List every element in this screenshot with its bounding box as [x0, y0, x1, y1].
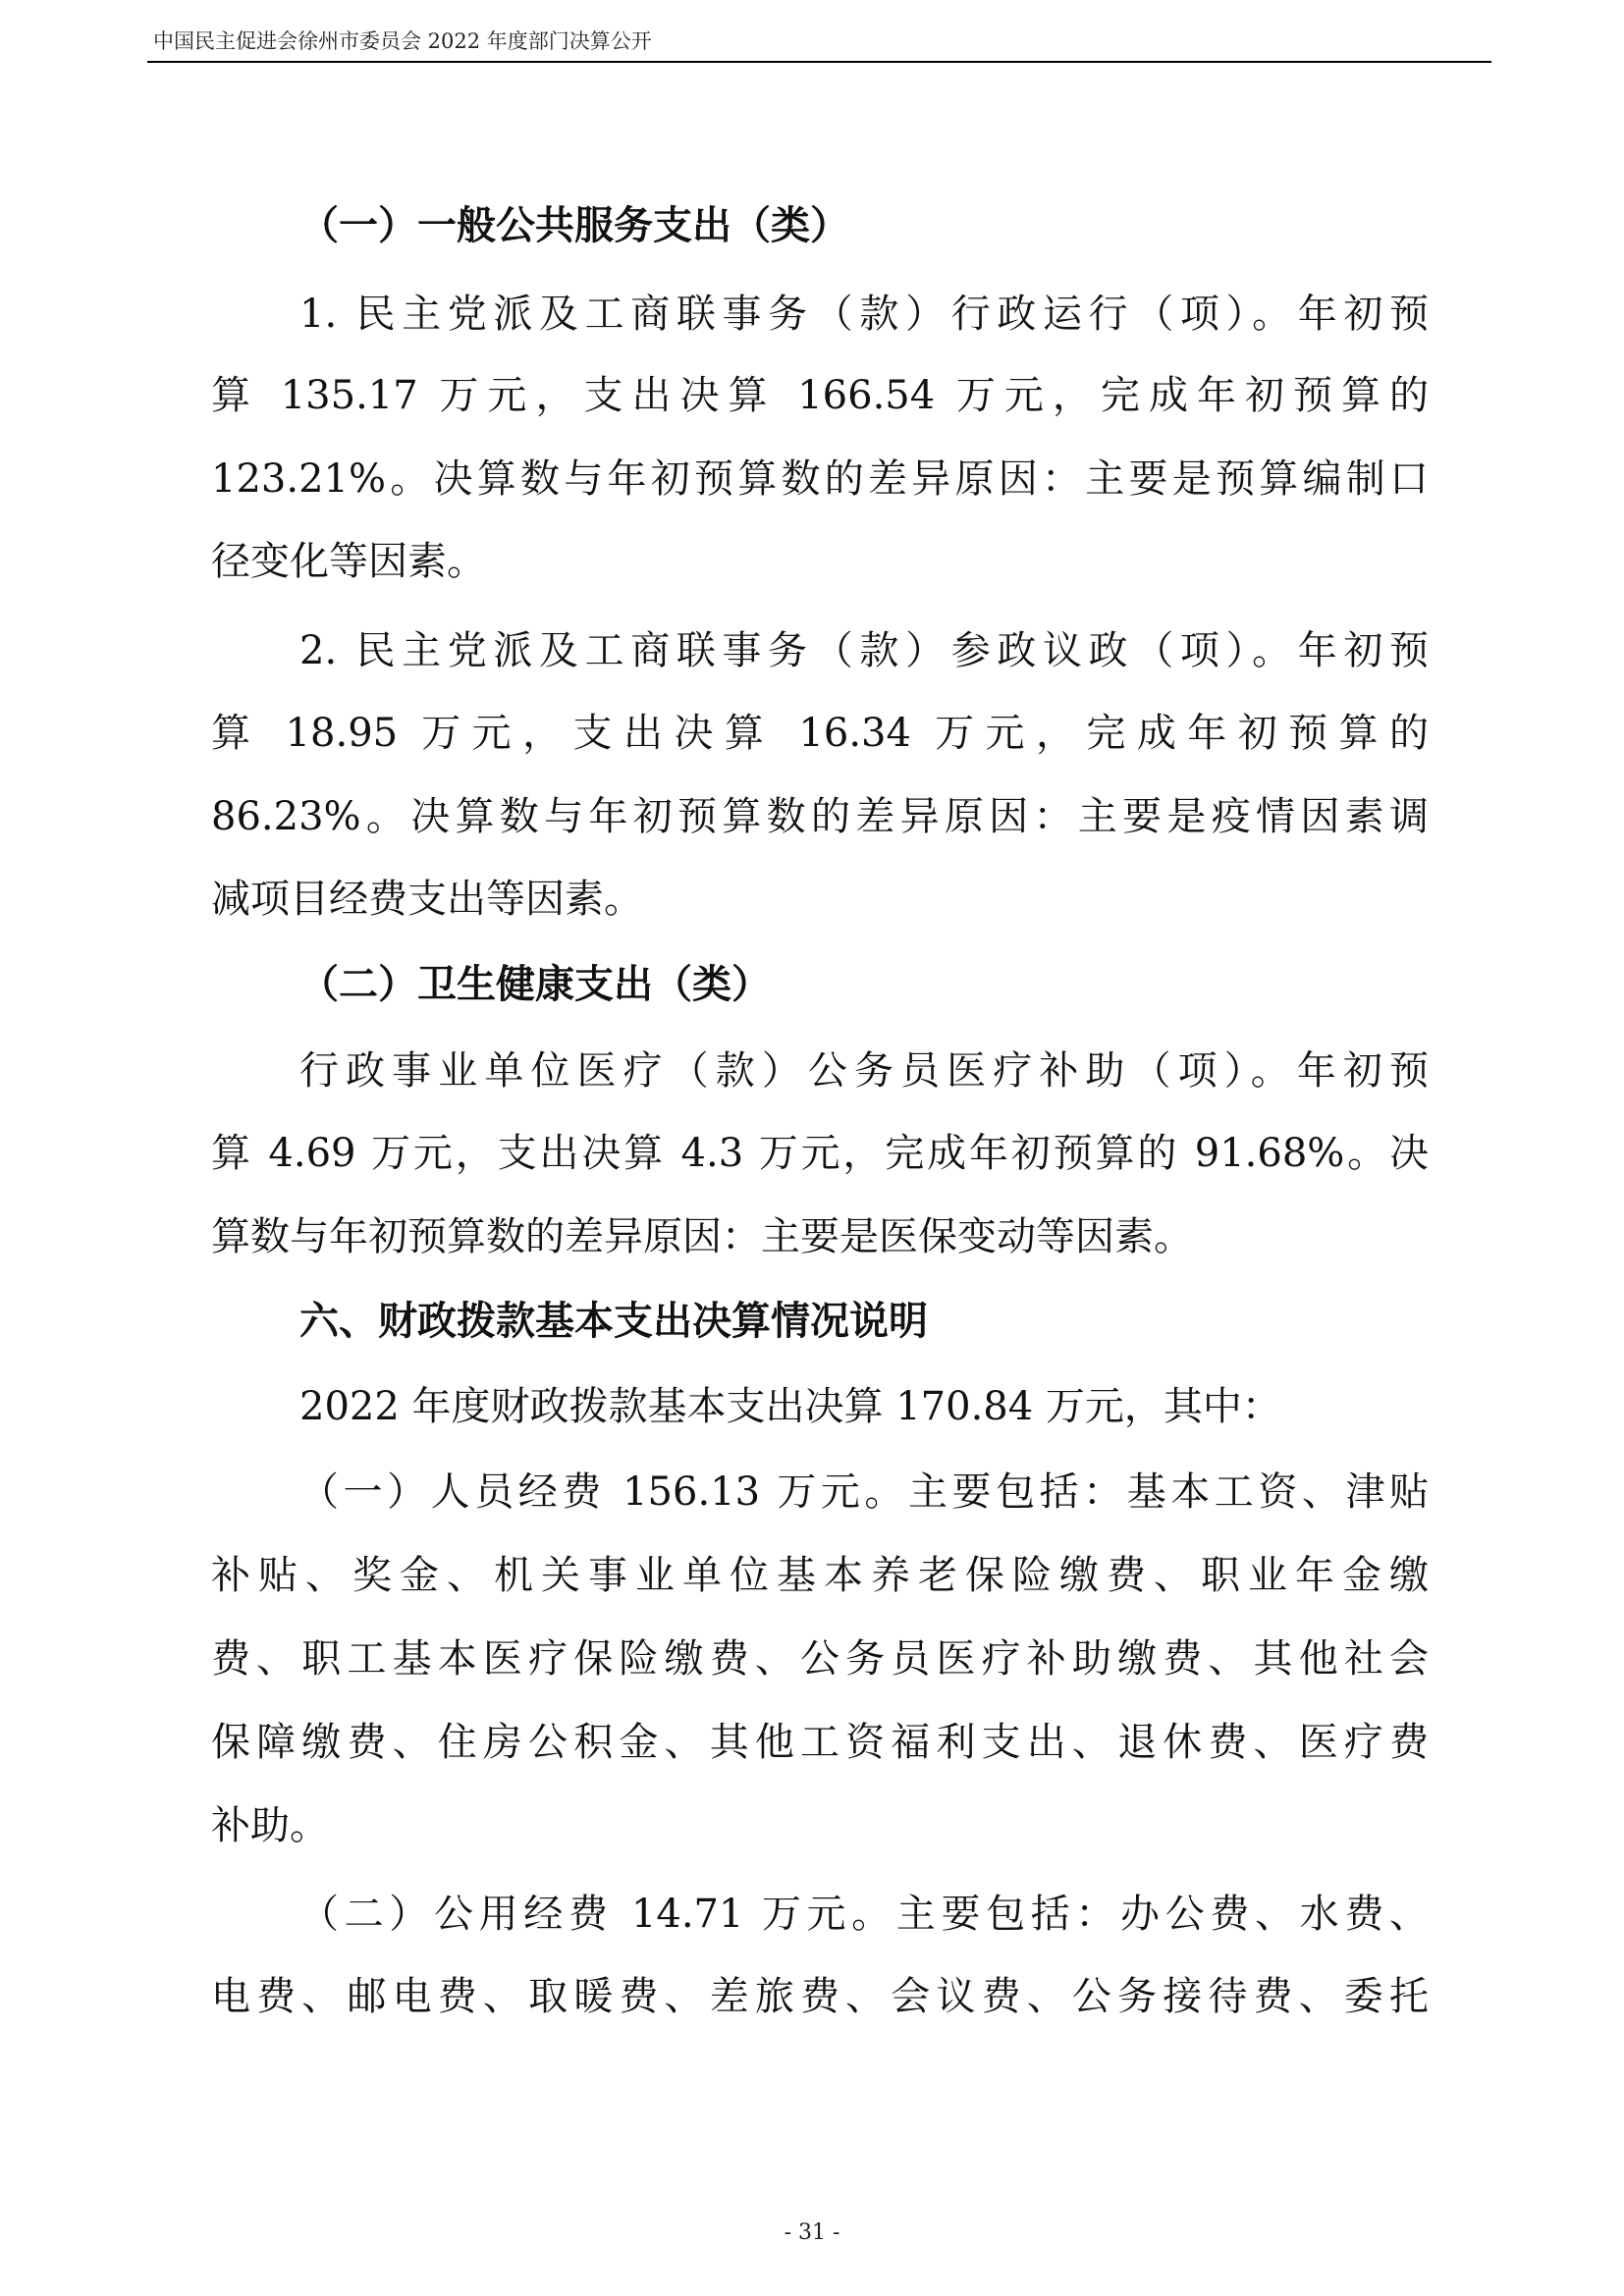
- paragraph-line-personnel-expenses: （一）人员经费 156.13 万元。主要包括：基本工资、津贴: [299, 1469, 1429, 1515]
- paragraph-line: 1. 民主党派及工商联事务（款）行政运行（项）。年初预: [299, 292, 1429, 337]
- paragraph-line: 行政事业单位医疗（款）公务员医疗补助（项）。年初预: [299, 1048, 1429, 1094]
- paragraph-line: 123.21%。决算数与年初预算数的差异原因：主要是预算编制口: [211, 456, 1429, 502]
- paragraph-line: 保障缴费、住房公积金、其他工资福利支出、退休费、医疗费: [211, 1720, 1429, 1765]
- paragraph-line: 径变化等因素。: [211, 539, 486, 584]
- section-heading-health-expenditure: （二）卫生健康支出（类）: [299, 962, 771, 1007]
- section-heading-general-public-services: （一）一般公共服务支出（类）: [299, 203, 849, 248]
- paragraph-line: 补贴、奖金、机关事业单位基本养老保险缴费、职业年金缴: [211, 1553, 1429, 1598]
- paragraph-line: 算数与年初预算数的差异原因：主要是医保变动等因素。: [211, 1214, 1193, 1259]
- page-number: - 31 -: [784, 2220, 840, 2245]
- paragraph-line: 2. 民主党派及工商联事务（款）参政议政（项）。年初预: [299, 628, 1429, 673]
- paragraph-line: 算 4.69 万元，支出决算 4.3 万元，完成年初预算的 91.68%。决: [211, 1131, 1429, 1176]
- paragraph-line: 费、职工基本医疗保险缴费、公务员医疗补助缴费、其他社会: [211, 1636, 1429, 1682]
- section-heading-basic-expenditure: 六、财政拨款基本支出决算情况说明: [299, 1299, 928, 1344]
- page-header: [147, 27, 1491, 63]
- paragraph-line: 补助。: [211, 1803, 329, 1848]
- paragraph-line-public-expenses: （二）公用经费 14.71 万元。主要包括：办公费、水费、: [299, 1892, 1429, 1937]
- paragraph-line: 2022 年度财政拨款基本支出决算 170.84 万元，其中：: [299, 1384, 1281, 1429]
- paragraph-line: 电费、邮电费、取暖费、差旅费、会议费、公务接待费、委托: [211, 1974, 1429, 2019]
- paragraph-line: 86.23%。决算数与年初预算数的差异原因：主要是疫情因素调: [211, 794, 1429, 839]
- paragraph-line: 算 18.95 万元，支出决算 16.34 万元，完成年初预算的: [211, 711, 1429, 756]
- header-title: 中国民主促进会徐州市委员会 2022 年度部门决算公开: [153, 29, 652, 53]
- paragraph-line: 算 135.17 万元，支出决算 166.54 万元，完成年初预算的: [211, 373, 1429, 418]
- paragraph-line: 减项目经费支出等因素。: [211, 877, 643, 922]
